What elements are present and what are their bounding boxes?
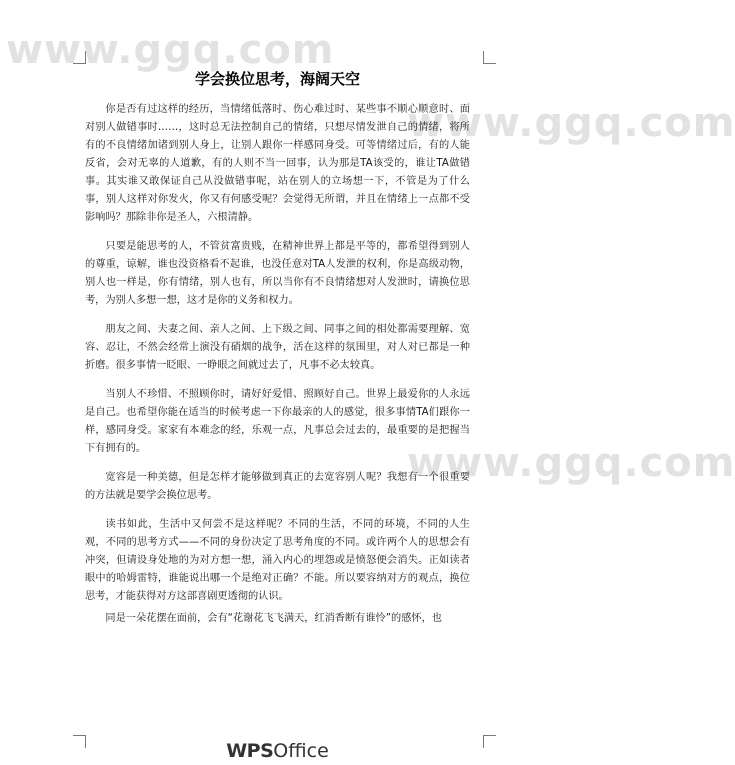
crop-mark-top-right: [483, 51, 496, 64]
document-title: 学会换位思考，海阔天空: [194, 70, 360, 88]
watermark: www.ggq.com: [6, 27, 335, 73]
watermark: www.ggq.com: [407, 440, 735, 486]
document-body: [85, 101, 470, 639]
paragraph: 同是一朵花摆在面前，会有“花谢花飞飞满天，红消香断有谁怜”的感怀，也: [105, 613, 442, 624]
paragraph: 只要是能思考的人，不管贫富贵贱，在精神世界上都是平等的，都希望得到别人的尊重，谅解，谁也没资格看不起谁，也没任意对TA人发泄的权利，你是高级动物，别人也一样是，你有情绪，别人也有，所以当你有不良情绪想对人发泄时，请换位思考，为别人多想一想，这才是你的义务和权力。: [85, 241, 470, 306]
paragraph: 当别人不珍惜、不照顾你时，请好好爱惜、照顾好自己。世界上最爱你的人永远是自己。也希望你能在适当的时候考虑一下你最亲的人的感觉，很多事情TA们跟你一样，感同身受。家家有本难念的经，乐观一点，凡事总会过去的，最重要的是把握当下有拥有的。: [85, 389, 470, 454]
paragraph: 你是否有过这样的经历，当情绪低落时、伤心难过时、某些事不顺心顺意时、面对别人做错事时……，这时总无法控制自己的情绪，只想尽情发泄自己的情绪，将所有的不良情绪加诸到别人身上，让别人跟你一样感同身受。可等情绪过后，有的人能反省，会对无辜的人道歉，有的人则不当一回事，认为那是TA该受的，谁让TA做错事。其实谁又敢保证自己从没做错事呢，站在别人的立场想一下，不管是为了什么事，别人这样对你发火，你又有何感受呢？会觉得无所谓，并且在情绪上一点都不受影响吗？那除非你是圣人，六根清静。: [85, 104, 470, 223]
paragraph: 宽容是一种美德，但是怎样才能够做到真正的去宽容别人呢？我想有一个很重要的方法就是要学会换位思考。: [85, 472, 470, 501]
paragraph: 朋友之间、夫妻之间、亲人之间、上下级之间、同事之间的相处都需要理解、宽容、忍让，不然会经常上演没有硝烟的战争，活在这样的氛围里，对人对已都是一种折磨。很多事情一眨眼、一睁眼之间就过去了，凡事不必太较真。: [85, 324, 470, 371]
logo-brand: WPS: [226, 740, 274, 762]
wps-office-logo: [0, 740, 555, 762]
logo-product: Office: [273, 740, 329, 762]
paragraph: 读书如此，生活中又何尝不是这样呢？不同的生活，不同的环境，不同的人生观，不同的思考方式——不同的身份决定了思考角度的不同。或许两个人的思想会有冲突，但请设身处地的为对方想一想，涌入内心的埋怨或是愤怒便会消失。正如读者眼中的哈姆雷特，谁能说出哪一个是绝对正确？不能。所以要容纳对方的观点，换位思考，才能获得对方这部喜剧更透彻的认识。: [85, 519, 470, 602]
watermark: www.ggq.com: [407, 100, 735, 146]
